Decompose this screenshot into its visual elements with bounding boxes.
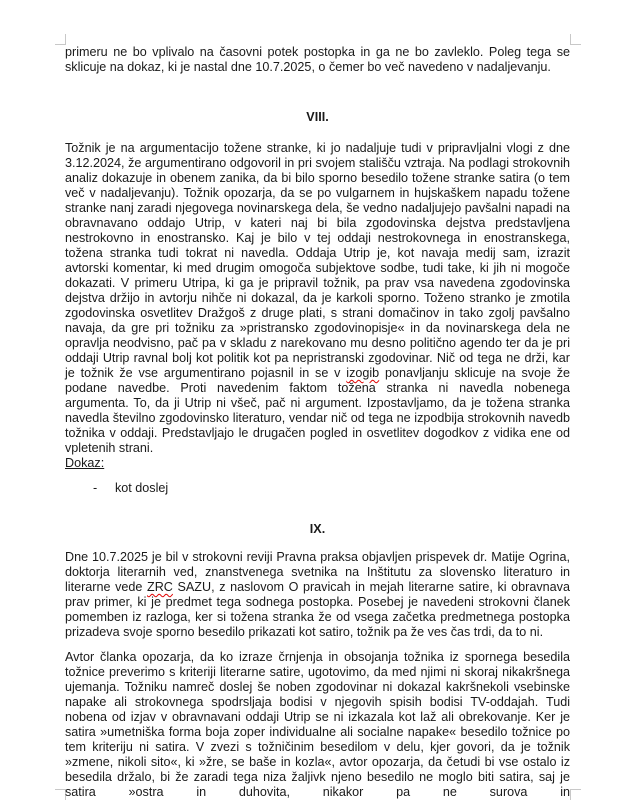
section-viii-text-before: Tožnik je na argumentacijo tožene stranke, ki jo nadaljuje tudi v pripravljalni vlogi z dne 3.12.2024, že argumentirano odgovoril in pri svojem stališču vztraja. Na podlagi strokovnih analiz dokazuje in obenem zanika, da bi bilo sporno besedilo tožene stranke satira (o tem več v nadaljevanju). Tožnik opozarja, da se po vulgarnem in hujskaškem napadu tožene stranke nanj zaradi njegovega novinarskega dela, še vedno nadaljujejo pavšalni napadi na obravnavano oddajo Utrip, v kateri naj bi bila zgodovinska dejstva predstavljena nestrokovno in enostransko. Kaj je bilo v tej oddaji nestrokovnega in enostranskega, tožena stranka tudi tokrat ni navedla. Oddaja Utrip je, kot navaja medij sam, izrazit avtorski komentar, ki med drugim omogoča subjektove sodbe, tudi take, ki jih ni mogoče dokazati. V primeru Utripa, ki ga je pripravil tožnik, pa prav vsa navedena zgodovinska dejstva držijo in avtorju nihče ni dokazal, da je karkoli sporno. Toženo stranko je zmotila zgodovinska osvetlitev Dražgoš z druge plati, s strani domačinov in tako zgolj pavšalno navaja, da gre pri tožniku za »pristransko zgodovinopisje« in da novinarskega dela ne opravlja neodvisno, pač pa v skladu z narekovano mu desno politično agendo ter da je pri oddaji Utrip ravnal bolj kot politik kot pa nepristranski zgodovinar. Nič od tega ne drži, kar je tožnik že vse argumentirano pojasnil in se v [65, 141, 570, 380]
evidence-item-text: kot doslej [115, 481, 169, 495]
section-ix-text-after: SAZU, z naslovom O pravicah in mejah literarne satire, ki obravnava prav primer, ki je predmet tega sodnega postopka. Posebej je navedeni strokovni članek pomemben iz razloga, ker si tožena stranka že od vsega začetka predmetnega postopka prizadeva svoje sporno besedilo prikazati kot satiro, tožnik pa že ves čas trdi, da to ni. [65, 580, 570, 639]
text-boundary-top-right-mark [570, 34, 581, 45]
section-ix-paragraph-2: Avtor članka opozarja, da ko izraze črnjenja in obsojanja tožnika iz spornega besedila tožnice preverimo s kriteriji literarne satire, ugotovimo, da med njimi ni skoraj nikakršnega ujemanja. Tožniku namreč doslej še noben zgodovinar ni dokazal kakršnekoli vsebinske napake ali strokovnega spodrsljaja bodisi v njegovih spisih bodisi TV-oddajah. Tudi nobena od izjav v obravnavani oddaji Utrip se ni izkazala kot laž ali obrekovanje. Ker je satira »umetniška forma boja zoper individualne ali socialne napake« besedilo tožnice po tem kriteriju ni satira. V zvezi s tožničinim besedilom v delu, kjer govori, da je tožnik »zmene, nikoli sito«, ki »žre, se baše in kozla«, avtor opozarja, da četudi bi vse ostalo iz besedila držalo, bi že zaradi tega niza žaljivk njeno besedilo ne moglo biti satira, saj je satira »ostra in duhovita, nikakor pa ne surova in [65, 650, 570, 799]
spellcheck-word-izogib: izogib [346, 366, 380, 380]
text-boundary-bottom-right-mark [570, 789, 581, 800]
section-ix-heading: IX. [309, 522, 326, 536]
evidence-label: Dokaz: [65, 456, 105, 470]
list-dash-marker: - [93, 481, 98, 495]
section-ix-text-before: Dne 10.7.2025 je bil v strokovni reviji Pravna praksa objavljen prispevek dr. Matije Ogrina, doktorja literarnih ved, znanstvenega svetnika na Inštitutu za slovensko literaturo in literarne vede [65, 550, 570, 594]
section-viii-paragraph [65, 141, 570, 456]
section-ix-paragraph-1 [65, 550, 570, 640]
section-viii-text-after: ponavljanju sklicuje na svoje že podane navedbe. Proti navedenim faktom tožena stranka ni navedla nobenega argumenta. To, da ji Utrip ni všeč, pač ni argument. Izpostavljamo, da je tožena stranka navedla številno zgodovinsko literaturo, vendar nič od tega ne izpodbija strokovnih navedb tožnika v oddaji. Predstavljajo le drugačen pogled in osvetlitev dogodkov z vidika ene od vpletenih strani. [65, 366, 570, 455]
text-area[interactable] [65, 45, 570, 800]
evidence-list-item [65, 481, 570, 496]
continuation-paragraph: primeru ne bo vplivalo na časovni potek postopka in ga ne bo zavleklo. Poleg tega se sklicuje na dokaz, ki je nastal dne 10.7.2025, o čemer bo več navedeno v nadaljevanju. [65, 45, 570, 74]
spellcheck-word-zrc: ZRC [147, 580, 173, 594]
text-boundary-top-left-mark [55, 34, 66, 45]
section-viii-heading: VIII. [306, 110, 329, 124]
